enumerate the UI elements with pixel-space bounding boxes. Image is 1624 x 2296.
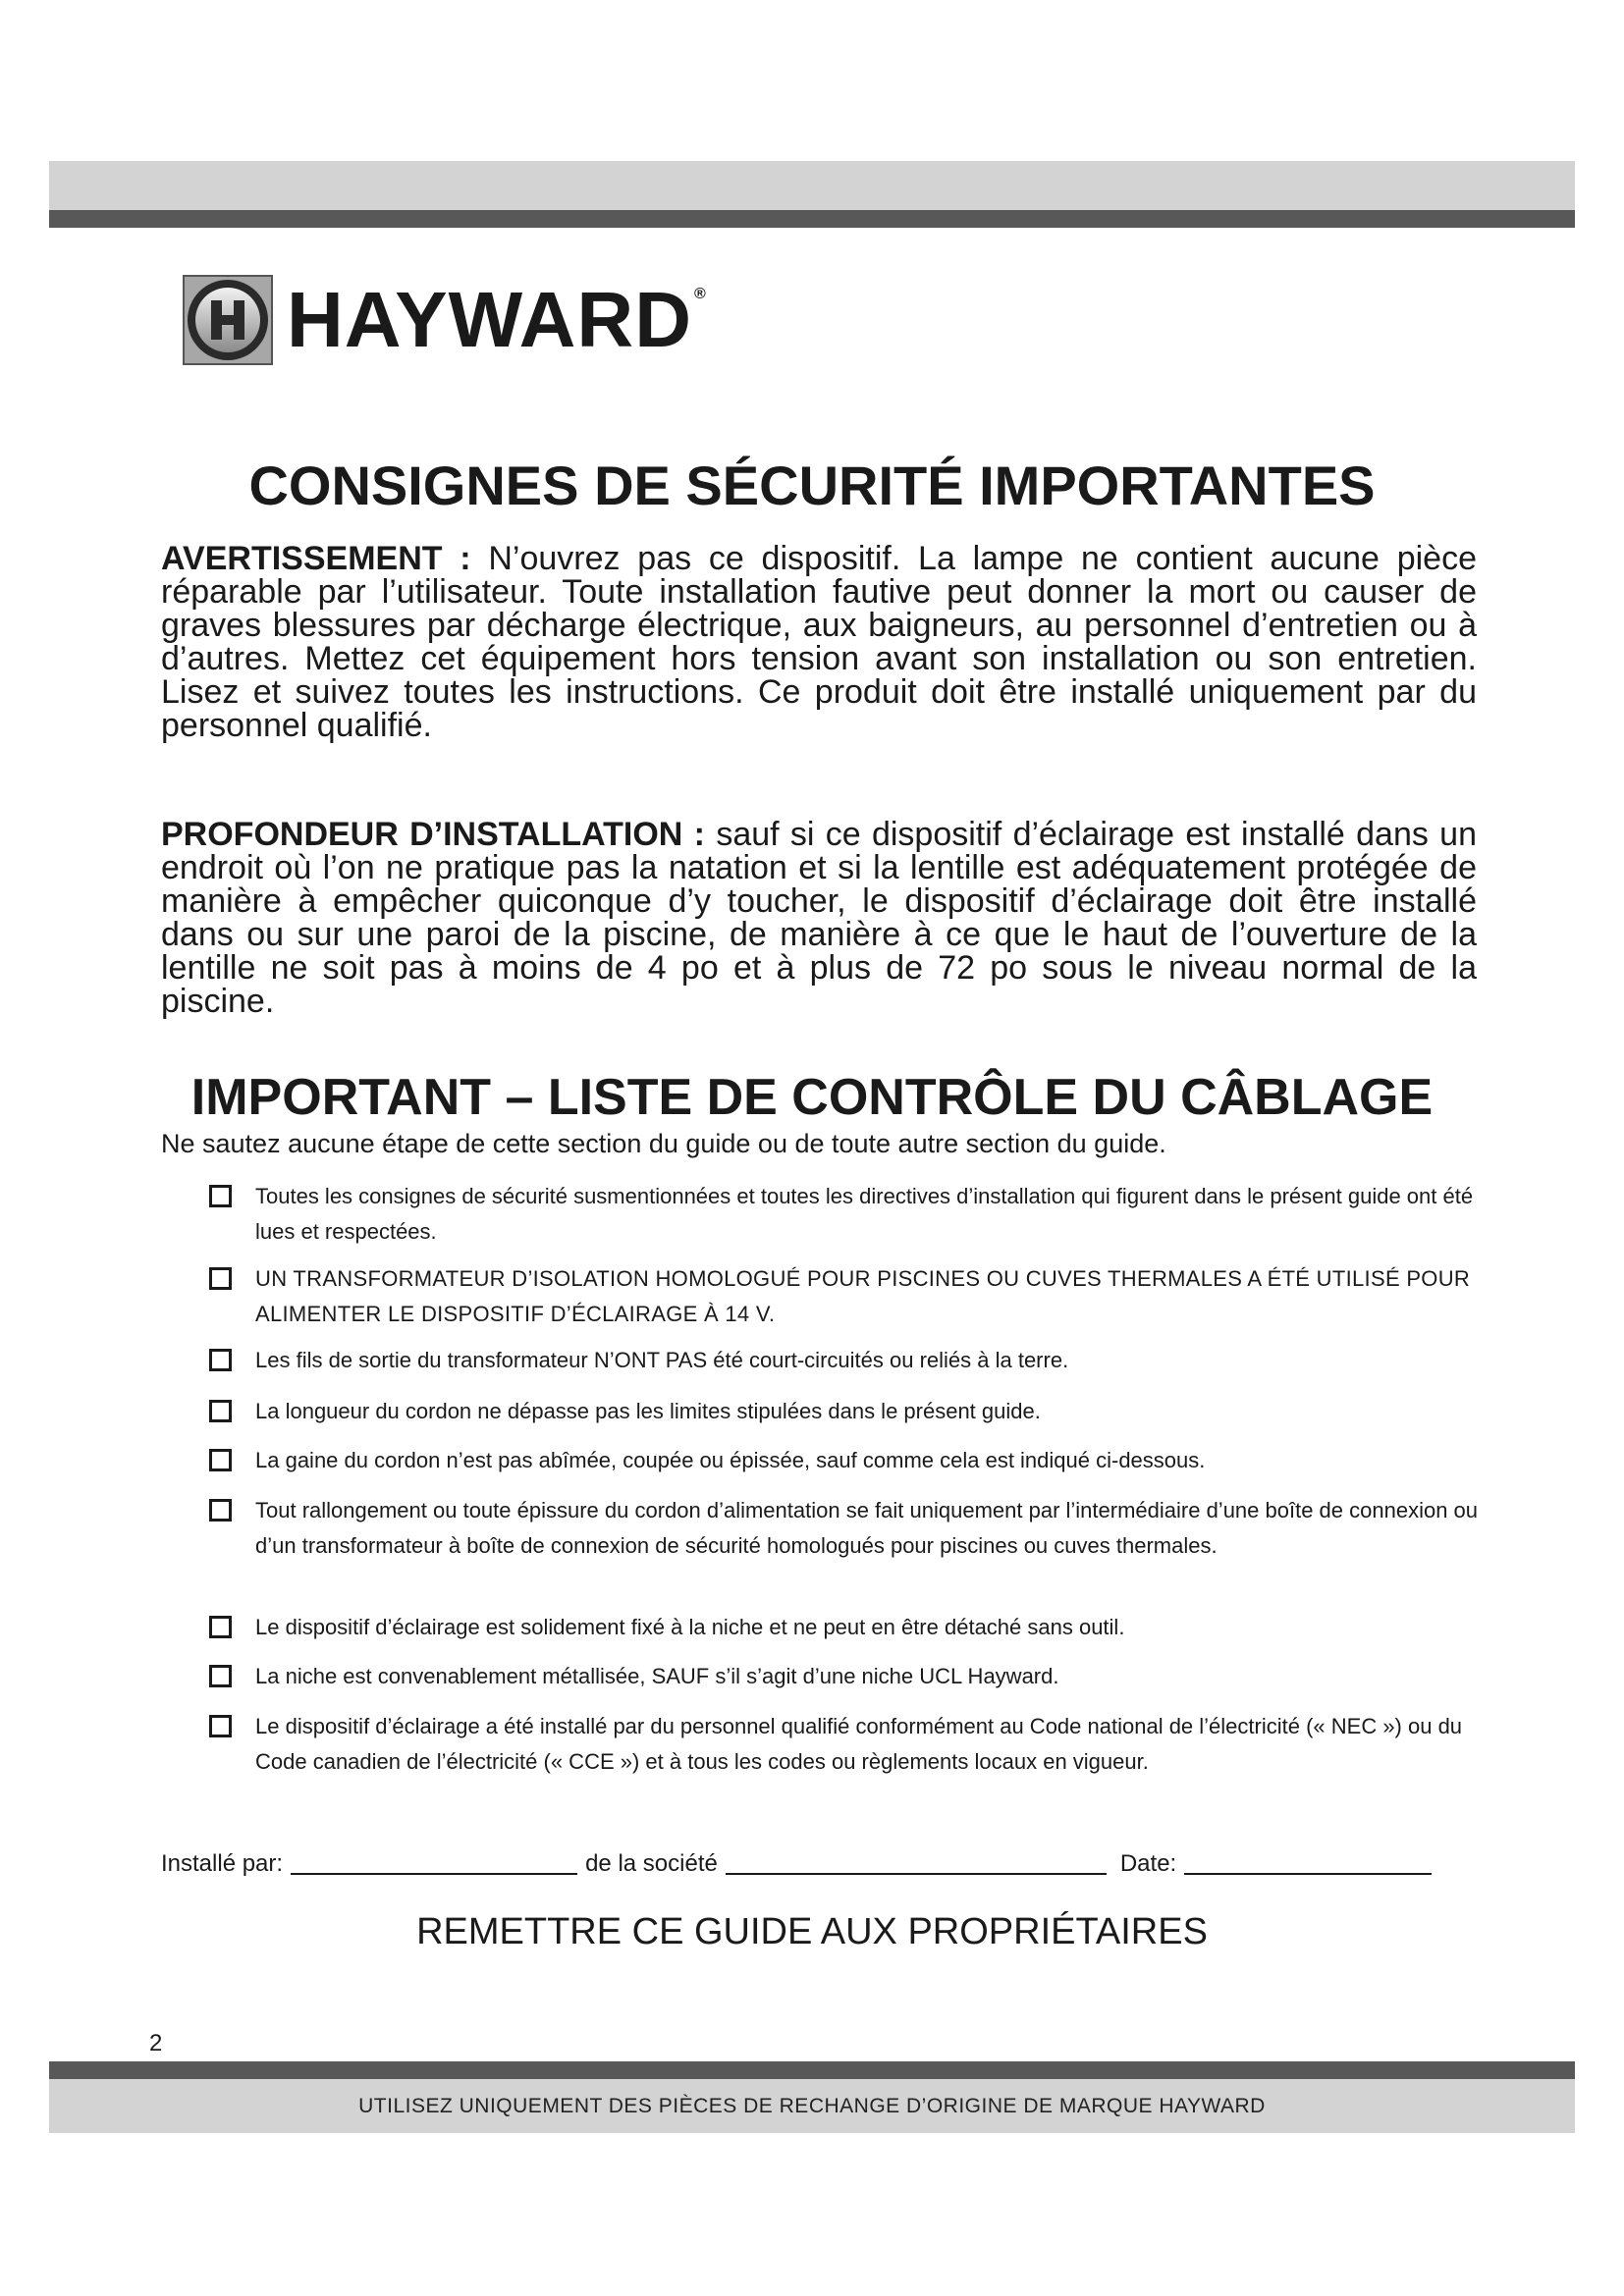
depth-text: sauf si ce dispositif d’éclairage est installé dans un endroit où l’on ne pratique pas la natation et si la lentille est adéquatement protégée de manière à empêcher quiconque d’y toucher, le dispositif d’éclairage doit être installé dans ou sur une paroi de la piscine, de manière à ce que le haut de l’ouverture de la lentille ne soit pas à moins de 4 po et à plus de 72 po sous le niveau normal de la piscine. (161, 816, 1477, 1020)
checklist-item-text: Tout rallongement ou toute épissure du cordon d’alimentation se fait uniquement par l’intermédiaire d’une boîte de connexion ou d’un transformateur à boîte de connexion de sécurité homologués pour piscines ou cuves thermales. (255, 1498, 1479, 1558)
checklist-item (209, 1610, 1486, 1645)
warning-text: N’ouvrez pas ce dispositif. La lampe ne contient aucune pièce réparable par l’utilisateur. Toute installation fautive peut donner la mort ou causer de graves blessures par décharge électrique, aux baigneurs, au personnel d’entretien ou à d’autres. Mettez cet équipement hors tension avant son installation ou son entretien. Lisez et suivez toutes les instructions. Ce produit doit être installé uniquement par du personnel qualifié. (161, 540, 1478, 744)
safety-title: CONSIGNES DE SÉCURITÉ IMPORTANTES (248, 454, 1376, 516)
installed-by-field[interactable] (291, 1851, 577, 1875)
checklist-item-text: Les fils de sortie du transformateur N’ONT PAS été court-circuités ou reliés à la terre. (255, 1348, 1069, 1372)
footer-band (49, 2079, 1575, 2133)
footer-text: UTILISEZ UNIQUEMENT DES PIÈCES DE RECHANGE D’ORIGINE DE MARQUE HAYWARD (358, 2094, 1266, 2117)
checkbox[interactable] (209, 1185, 232, 1207)
checklist-title: IMPORTANT – LISTE DE CONTRÔLE DU CÂBLAGE (190, 1069, 1434, 1126)
checklist-item (209, 1394, 1486, 1429)
depth-paragraph (161, 818, 1477, 1018)
checklist-item (209, 1261, 1486, 1332)
warning-paragraph (161, 542, 1477, 742)
checklist-item (209, 1343, 1486, 1378)
hayward-logo-icon (183, 275, 273, 365)
company-field[interactable] (726, 1851, 1107, 1875)
checklist-item-text: Le dispositif d’éclairage a été installé par du personnel qualifié conformément au Code national de l’électricité (« NEC ») ou du Code canadien de l’électricité (« CCE ») et à tous les codes ou règlements locaux en vigueur. (255, 1714, 1463, 1774)
checklist-item (209, 1179, 1486, 1250)
checklist-item-text: Le dispositif d’éclairage est solidement fixé à la niche et ne peut en être détaché sans outil. (255, 1615, 1125, 1639)
date-label: Date: (1119, 1850, 1177, 1877)
checkbox[interactable] (209, 1665, 232, 1687)
page-number: 2 (149, 2030, 163, 2056)
checkbox[interactable] (209, 1400, 232, 1422)
hayward-logo (183, 275, 707, 365)
checklist-intro: Ne sautez aucune étape de cette section du guide ou de toute autre section du guide. (161, 1129, 1166, 1158)
checkbox[interactable] (209, 1499, 232, 1522)
header-band-dark (49, 210, 1575, 228)
checklist-item (209, 1443, 1486, 1478)
date-field[interactable] (1184, 1851, 1432, 1875)
checkbox[interactable] (209, 1616, 232, 1638)
checkbox[interactable] (209, 1267, 232, 1290)
checklist-item-text: La niche est convenablement métallisée, SAUF s’il s’agit d’une niche UCL Hayward. (255, 1664, 1059, 1688)
warning-label: AVERTISSEMENT : (161, 540, 471, 577)
registered-mark: ® (693, 286, 707, 302)
installation-signature-line (161, 1850, 1479, 1878)
checkbox[interactable] (209, 1449, 232, 1471)
checklist-item (209, 1493, 1486, 1564)
installed-by-label: Installé par: (161, 1850, 284, 1877)
footer-band-dark (49, 2061, 1575, 2079)
checklist-item (209, 1709, 1486, 1780)
checklist-item-text: UN TRANSFORMATEUR D’ISOLATION HOMOLOGUÉ POUR PISCINES OU CUVES THERMALES A ÉTÉ UTILISÉ POUR ALIMENTER LE DISPOSITIF D’ÉCLAIRAGE À 14 V. (255, 1266, 1471, 1326)
checklist-item-text: La gaine du cordon n’est pas abîmée, coupée ou épissée, sauf comme cela est indiqué ci-dessous. (255, 1448, 1206, 1472)
depth-label: PROFONDEUR D’INSTALLATION : (161, 816, 705, 853)
checklist-item-text: La longueur du cordon ne dépasse pas les limites stipulées dans le présent guide. (255, 1399, 1041, 1423)
brand-name: HAYWARD ® (287, 276, 707, 363)
header-band-light (49, 161, 1575, 210)
return-guide-notice: REMETTRE CE GUIDE AUX PROPRIÉTAIRES (416, 1911, 1208, 1952)
company-label: de la société (585, 1850, 718, 1877)
checklist-item (209, 1659, 1486, 1694)
checkbox[interactable] (209, 1715, 232, 1737)
checklist-item-text: Toutes les consignes de sécurité susmentionnées et toutes les directives d’installation qui figurent dans le présent guide ont été lues et respectées. (255, 1184, 1474, 1244)
checkbox[interactable] (209, 1349, 232, 1371)
